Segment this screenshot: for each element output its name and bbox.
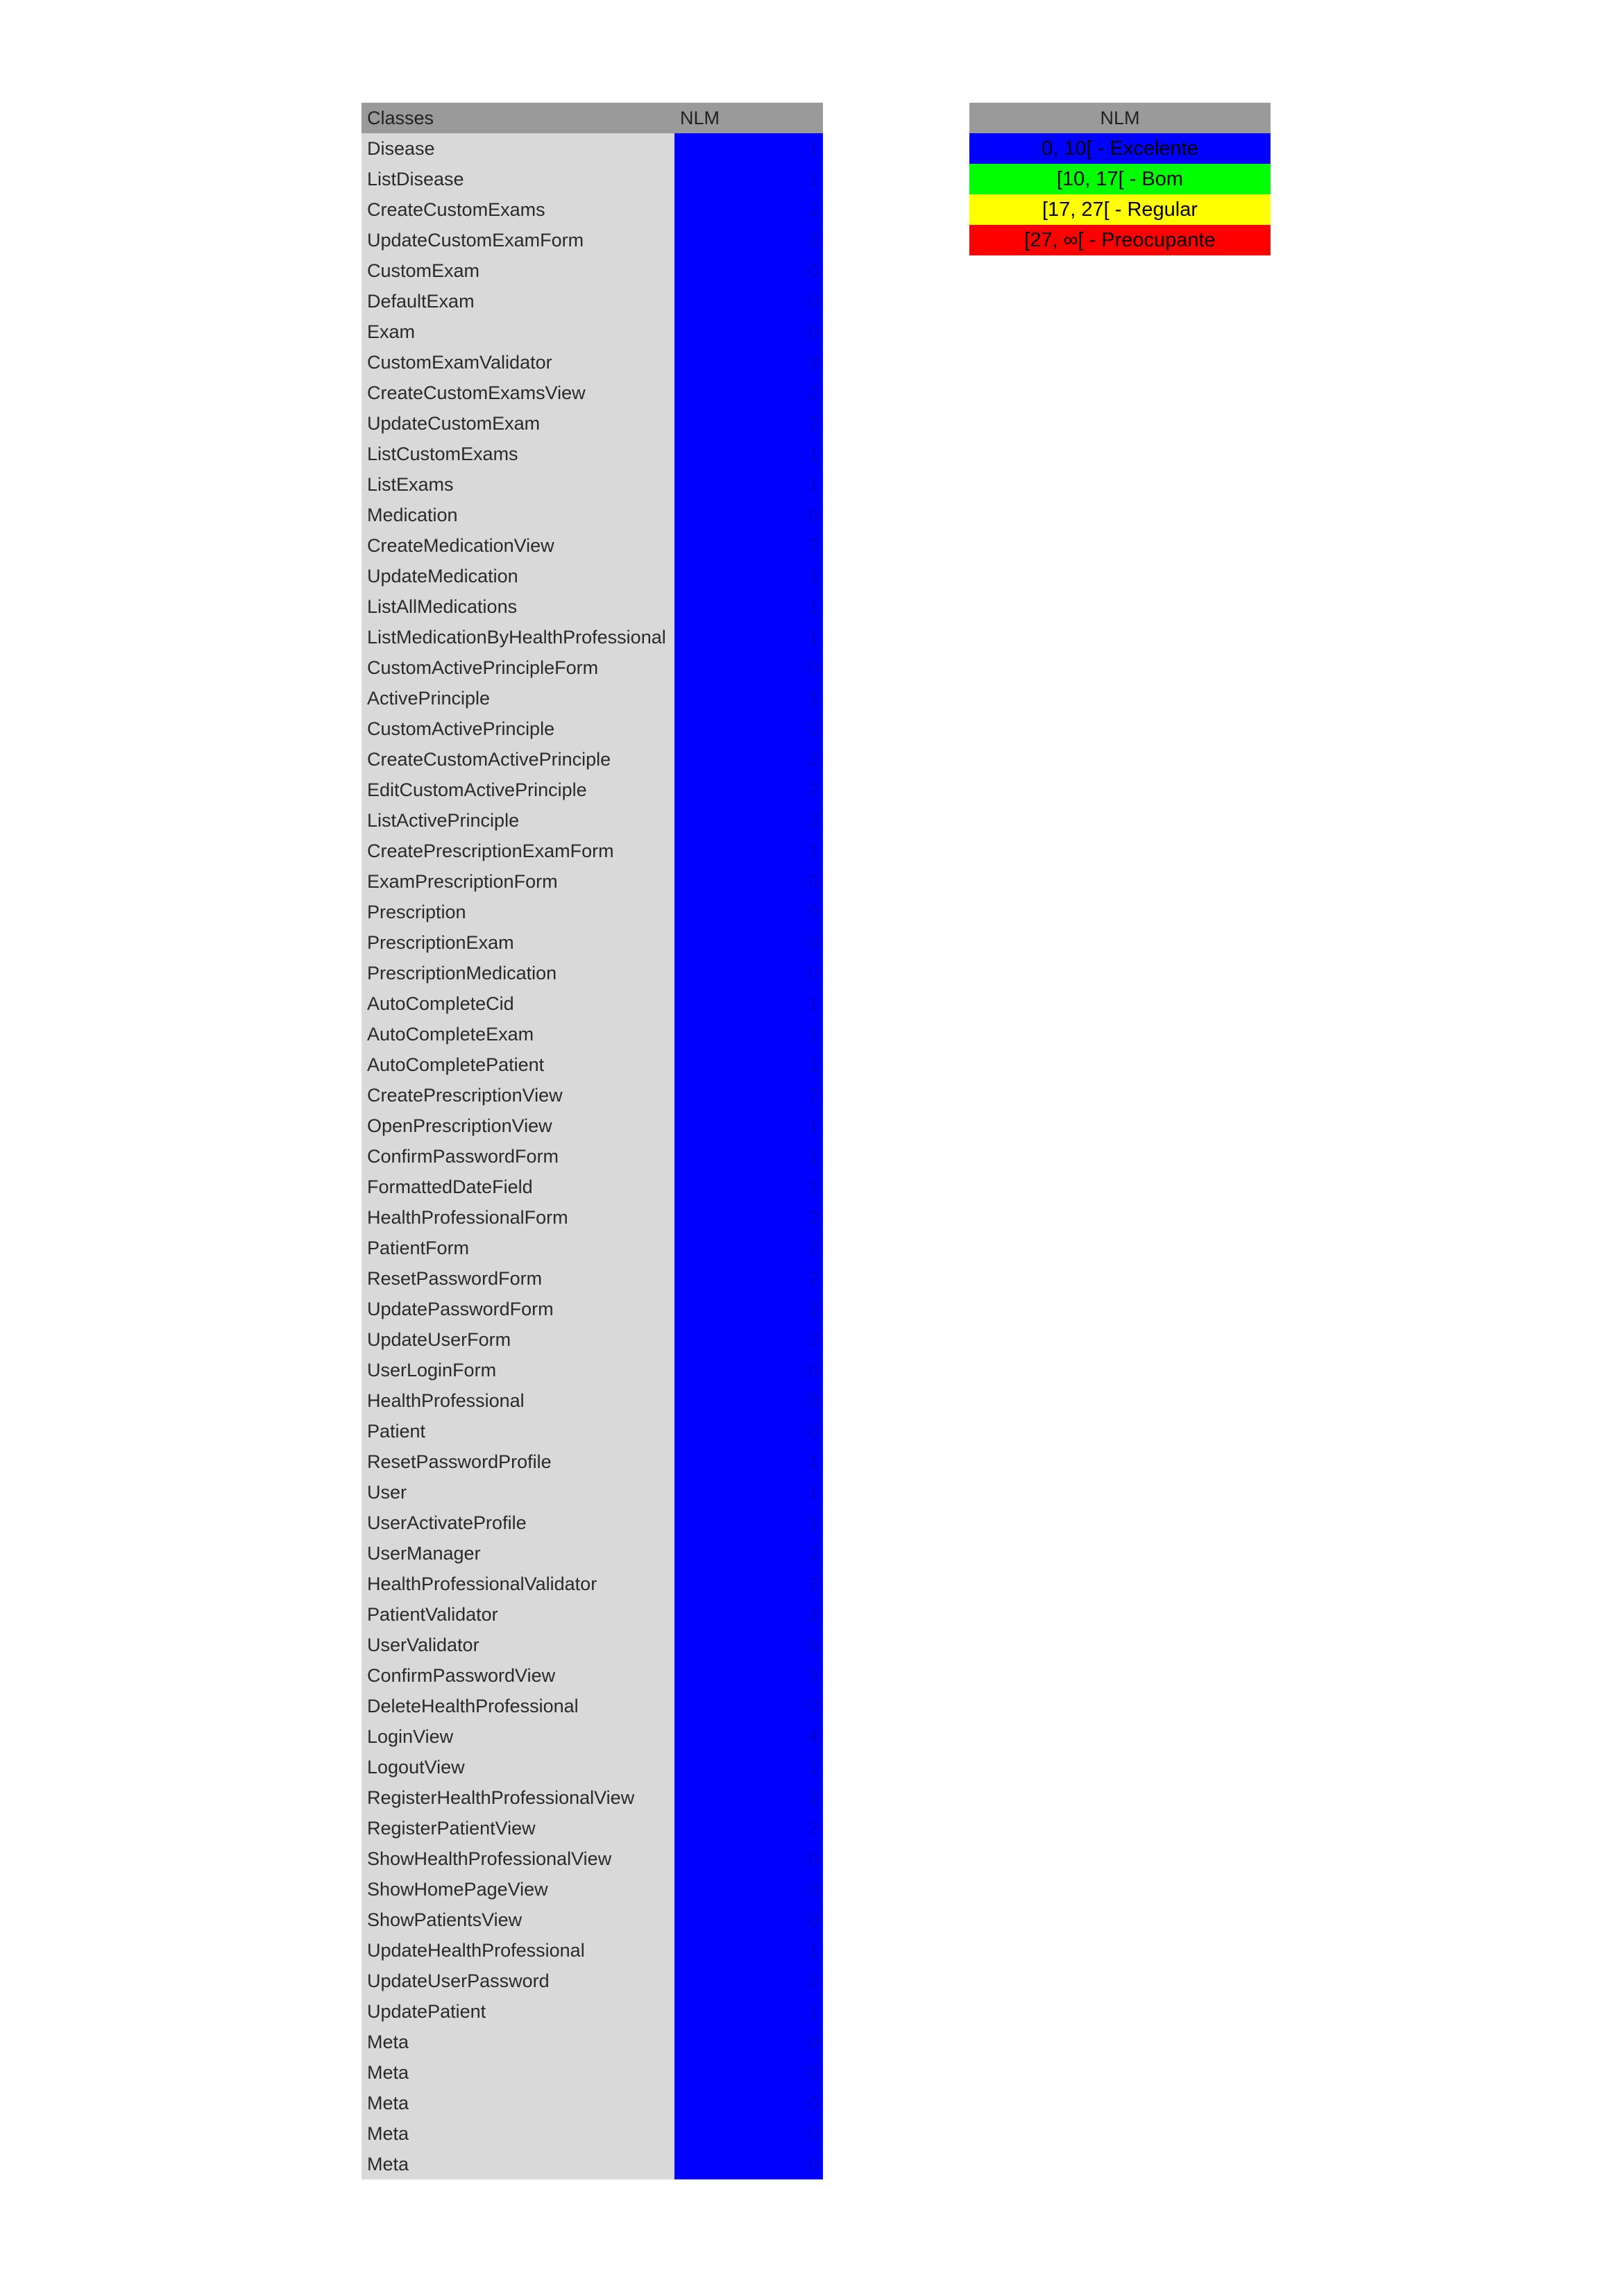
class-name-cell: CreateCustomExamsView bbox=[362, 378, 674, 408]
class-name-cell: Patient bbox=[362, 1416, 674, 1446]
class-name-cell: UpdateCustomExamForm bbox=[362, 225, 674, 255]
nlm-value-cell: 1 bbox=[674, 1111, 823, 1141]
class-name-cell: Meta bbox=[362, 2088, 674, 2118]
class-name-cell: AutoCompletePatient bbox=[362, 1049, 674, 1080]
nlm-value-cell: 1 bbox=[674, 683, 823, 714]
table-row bbox=[362, 2118, 823, 2149]
legend-row bbox=[969, 225, 1271, 255]
class-name-cell: Meta bbox=[362, 2118, 674, 2149]
table-row bbox=[362, 927, 823, 958]
table-row bbox=[362, 1538, 823, 1569]
class-name-cell: PrescriptionExam bbox=[362, 927, 674, 958]
table-row bbox=[362, 683, 823, 714]
class-name-cell: ShowHealthProfessionalView bbox=[362, 1843, 674, 1874]
table-header-row bbox=[362, 103, 823, 133]
table-row bbox=[362, 988, 823, 1019]
table-row bbox=[362, 622, 823, 652]
class-name-cell: ListActivePrinciple bbox=[362, 805, 674, 836]
table-row bbox=[362, 316, 823, 347]
class-name-cell: UpdateUserForm bbox=[362, 1324, 674, 1355]
class-name-cell: DefaultExam bbox=[362, 286, 674, 316]
nlm-value-cell: 0 bbox=[674, 866, 823, 897]
table-row bbox=[362, 1446, 823, 1477]
class-name-cell: CustomExamValidator bbox=[362, 347, 674, 378]
nlm-value-cell: 2 bbox=[674, 1782, 823, 1813]
nlm-value-cell: 2 bbox=[674, 194, 823, 225]
table-row bbox=[362, 1905, 823, 1935]
class-name-cell: ShowPatientsView bbox=[362, 1905, 674, 1935]
nlm-value-cell: 0 bbox=[674, 316, 823, 347]
nlm-value-cell: 2 bbox=[674, 408, 823, 439]
class-name-cell: RegisterHealthProfessionalView bbox=[362, 1782, 674, 1813]
nlm-value-cell: 2 bbox=[674, 1080, 823, 1111]
class-name-cell: UpdateMedication bbox=[362, 561, 674, 591]
table-row bbox=[362, 1080, 823, 1111]
table-row bbox=[362, 347, 823, 378]
nlm-value-cell: 6 bbox=[674, 1630, 823, 1660]
nlm-value-cell: 1 bbox=[674, 1172, 823, 1202]
table-row bbox=[362, 805, 823, 836]
table-row bbox=[362, 1233, 823, 1263]
class-name-cell: RegisterPatientView bbox=[362, 1813, 674, 1843]
nlm-value-cell: 0 bbox=[674, 2149, 823, 2179]
nlm-value-cell: 0 bbox=[674, 1691, 823, 1721]
nlm-value-cell: 0 bbox=[674, 927, 823, 958]
class-name-cell: Exam bbox=[362, 316, 674, 347]
table-row bbox=[362, 591, 823, 622]
table-row bbox=[362, 1019, 823, 1049]
nlm-value-cell: 2 bbox=[674, 744, 823, 775]
nlm-value-cell: 0 bbox=[674, 2088, 823, 2118]
table-row bbox=[362, 1874, 823, 1905]
table-row bbox=[362, 1996, 823, 2027]
legend-item: 0, 10[ - Excelente bbox=[969, 133, 1271, 164]
nlm-value-cell: 5 bbox=[674, 1660, 823, 1691]
nlm-value-cell: 1 bbox=[674, 1752, 823, 1782]
class-name-cell: ListAllMedications bbox=[362, 591, 674, 622]
nlm-value-cell: 1 bbox=[674, 988, 823, 1019]
class-name-cell: CustomActivePrinciple bbox=[362, 714, 674, 744]
table-body bbox=[362, 133, 823, 2179]
class-name-cell: UserLoginForm bbox=[362, 1355, 674, 1385]
legend-row bbox=[969, 194, 1271, 225]
class-name-cell: UpdatePatient bbox=[362, 1996, 674, 2027]
class-name-cell: ListDisease bbox=[362, 164, 674, 194]
nlm-value-cell: 1 bbox=[674, 591, 823, 622]
legend-row bbox=[969, 133, 1271, 164]
table-row bbox=[362, 286, 823, 316]
nlm-value-cell: 1 bbox=[674, 1019, 823, 1049]
class-name-cell: UserManager bbox=[362, 1538, 674, 1569]
nlm-value-cell: 2 bbox=[674, 1966, 823, 1996]
table-row bbox=[362, 530, 823, 561]
table-row bbox=[362, 1049, 823, 1080]
class-name-cell: ConfirmPasswordView bbox=[362, 1660, 674, 1691]
class-name-cell: Meta bbox=[362, 2149, 674, 2179]
nlm-value-cell: 0 bbox=[674, 958, 823, 988]
nlm-value-cell: 2 bbox=[674, 805, 823, 836]
table-row bbox=[362, 1721, 823, 1752]
legend-header-row bbox=[969, 103, 1271, 133]
table-row bbox=[362, 958, 823, 988]
class-name-cell: EditCustomActivePrinciple bbox=[362, 775, 674, 805]
nlm-value-cell: 2 bbox=[674, 1569, 823, 1599]
table-row bbox=[362, 2057, 823, 2088]
table-row bbox=[362, 1172, 823, 1202]
class-name-cell: PatientValidator bbox=[362, 1599, 674, 1630]
class-name-cell: HealthProfessionalForm bbox=[362, 1202, 674, 1233]
class-name-cell: Prescription bbox=[362, 897, 674, 927]
class-name-cell: DeleteHealthProfessional bbox=[362, 1691, 674, 1721]
nlm-value-cell: 1 bbox=[674, 1508, 823, 1538]
table-row bbox=[362, 439, 823, 469]
table-row bbox=[362, 1263, 823, 1294]
class-name-cell: ExamPrescriptionForm bbox=[362, 866, 674, 897]
table-row bbox=[362, 1202, 823, 1233]
class-name-cell: PatientForm bbox=[362, 1233, 674, 1263]
class-name-cell: Meta bbox=[362, 2027, 674, 2057]
table-row bbox=[362, 775, 823, 805]
table-row bbox=[362, 500, 823, 530]
nlm-value-cell: 1 bbox=[674, 836, 823, 866]
table-row bbox=[362, 652, 823, 683]
table-row bbox=[362, 1966, 823, 1996]
table-row bbox=[362, 225, 823, 255]
nlm-value-cell: 1 bbox=[674, 1141, 823, 1172]
nlm-value-cell: 2 bbox=[674, 1813, 823, 1843]
table-row bbox=[362, 1385, 823, 1416]
legend-row bbox=[969, 164, 1271, 194]
table-row bbox=[362, 2027, 823, 2057]
nlm-value-cell: 0 bbox=[674, 1874, 823, 1905]
nlm-value-cell: 0 bbox=[674, 255, 823, 286]
legend-item: [27, ∞[ - Preocupante bbox=[969, 225, 1271, 255]
class-name-cell: ConfirmPasswordForm bbox=[362, 1141, 674, 1172]
table-row bbox=[362, 1935, 823, 1966]
table-row bbox=[362, 1294, 823, 1324]
nlm-value-cell: 0 bbox=[674, 2118, 823, 2149]
table-row bbox=[362, 1141, 823, 1172]
nlm-value-cell: 2 bbox=[674, 1233, 823, 1263]
class-name-cell: HealthProfessional bbox=[362, 1385, 674, 1416]
class-name-cell: CreatePrescriptionExamForm bbox=[362, 836, 674, 866]
metrics-table bbox=[362, 103, 823, 2179]
class-name-cell: Medication bbox=[362, 500, 674, 530]
nlm-value-cell: 0 bbox=[674, 2057, 823, 2088]
nlm-value-cell: 1 bbox=[674, 164, 823, 194]
table-row bbox=[362, 2088, 823, 2118]
nlm-value-cell: 0 bbox=[674, 1385, 823, 1416]
class-name-cell: AutoCompleteExam bbox=[362, 1019, 674, 1049]
class-name-cell: LogoutView bbox=[362, 1752, 674, 1782]
class-name-cell: CreateCustomExams bbox=[362, 194, 674, 225]
table-row bbox=[362, 714, 823, 744]
class-name-cell: UpdateHealthProfessional bbox=[362, 1935, 674, 1966]
class-name-cell: OpenPrescriptionView bbox=[362, 1111, 674, 1141]
class-name-cell: User bbox=[362, 1477, 674, 1508]
table-row bbox=[362, 1630, 823, 1660]
table-row bbox=[362, 1477, 823, 1508]
table-row bbox=[362, 836, 823, 866]
table-row bbox=[362, 1416, 823, 1446]
table-row bbox=[362, 1752, 823, 1782]
class-name-cell: CreatePrescriptionView bbox=[362, 1080, 674, 1111]
nlm-value-cell: 2 bbox=[674, 530, 823, 561]
nlm-legend-table bbox=[969, 103, 1271, 255]
nlm-value-cell: 0 bbox=[674, 2027, 823, 2057]
table-row bbox=[362, 1843, 823, 1874]
nlm-value-cell: 1 bbox=[674, 1477, 823, 1508]
nlm-value-cell: 4 bbox=[674, 1721, 823, 1752]
table-row bbox=[362, 194, 823, 225]
nlm-value-cell: 1 bbox=[674, 1446, 823, 1477]
nlm-value-cell: 1 bbox=[674, 622, 823, 652]
class-name-cell: UserValidator bbox=[362, 1630, 674, 1660]
nlm-value-cell: 0 bbox=[674, 1416, 823, 1446]
nlm-value-cell: 0 bbox=[674, 286, 823, 316]
class-name-cell: LoginView bbox=[362, 1721, 674, 1752]
column-header-nlm: NLM bbox=[674, 103, 823, 133]
legend-body bbox=[969, 133, 1271, 255]
nlm-value-cell: 0 bbox=[674, 714, 823, 744]
nlm-value-cell: 3 bbox=[674, 225, 823, 255]
class-name-cell: Disease bbox=[362, 133, 674, 164]
table-row bbox=[362, 378, 823, 408]
table-row bbox=[362, 255, 823, 286]
legend-header: NLM bbox=[969, 103, 1271, 133]
class-name-cell: ListCustomExams bbox=[362, 439, 674, 469]
class-name-cell: UpdatePasswordForm bbox=[362, 1294, 674, 1324]
class-name-cell: CreateMedicationView bbox=[362, 530, 674, 561]
table-row bbox=[362, 1782, 823, 1813]
class-name-cell: CustomExam bbox=[362, 255, 674, 286]
table-row bbox=[362, 866, 823, 897]
table-row bbox=[362, 408, 823, 439]
class-name-cell: ListExams bbox=[362, 469, 674, 500]
nlm-value-cell: 1 bbox=[674, 469, 823, 500]
class-name-cell: PrescriptionMedication bbox=[362, 958, 674, 988]
class-name-cell: UserActivateProfile bbox=[362, 1508, 674, 1538]
table-row bbox=[362, 164, 823, 194]
nlm-value-cell: 0 bbox=[674, 1355, 823, 1385]
nlm-value-cell: 1 bbox=[674, 1935, 823, 1966]
nlm-value-cell: 0 bbox=[674, 897, 823, 927]
nlm-value-cell: 2 bbox=[674, 378, 823, 408]
nlm-value-cell: 2 bbox=[674, 1538, 823, 1569]
class-name-cell: Meta bbox=[362, 2057, 674, 2088]
nlm-value-cell: 0 bbox=[674, 652, 823, 683]
nlm-value-cell: 2 bbox=[674, 1599, 823, 1630]
table-row bbox=[362, 2149, 823, 2179]
table-row bbox=[362, 1324, 823, 1355]
class-name-cell: CustomActivePrincipleForm bbox=[362, 652, 674, 683]
class-name-cell: HealthProfessionalValidator bbox=[362, 1569, 674, 1599]
class-name-cell: ResetPasswordForm bbox=[362, 1263, 674, 1294]
class-name-cell: ShowHomePageView bbox=[362, 1874, 674, 1905]
nlm-value-cell: 0 bbox=[674, 1843, 823, 1874]
nlm-value-cell: 2 bbox=[674, 775, 823, 805]
nlm-value-cell: 1 bbox=[674, 439, 823, 469]
legend-item: [17, 27[ - Regular bbox=[969, 194, 1271, 225]
class-name-cell: ListMedicationByHealthProfessional bbox=[362, 622, 674, 652]
class-name-cell: ResetPasswordProfile bbox=[362, 1446, 674, 1477]
table-row bbox=[362, 1599, 823, 1630]
class-name-cell: FormattedDateField bbox=[362, 1172, 674, 1202]
table-row bbox=[362, 1813, 823, 1843]
table-row bbox=[362, 469, 823, 500]
nlm-value-cell: 3 bbox=[674, 347, 823, 378]
nlm-value-cell: 2 bbox=[674, 1294, 823, 1324]
column-header-classes: Classes bbox=[362, 103, 674, 133]
legend-item: [10, 17[ - Bom bbox=[969, 164, 1271, 194]
nlm-value-cell: 1 bbox=[674, 133, 823, 164]
nlm-value-cell: 1 bbox=[674, 1049, 823, 1080]
nlm-value-cell: 1 bbox=[674, 1996, 823, 2027]
table-row bbox=[362, 1569, 823, 1599]
table-row bbox=[362, 133, 823, 164]
table-row bbox=[362, 744, 823, 775]
class-name-cell: AutoCompleteCid bbox=[362, 988, 674, 1019]
table-row bbox=[362, 1111, 823, 1141]
class-name-cell: ActivePrinciple bbox=[362, 683, 674, 714]
table-row bbox=[362, 1508, 823, 1538]
table-row bbox=[362, 1691, 823, 1721]
table-row bbox=[362, 1660, 823, 1691]
class-name-cell: UpdateUserPassword bbox=[362, 1966, 674, 1996]
nlm-value-cell: 3 bbox=[674, 1324, 823, 1355]
nlm-value-cell: 2 bbox=[674, 1202, 823, 1233]
nlm-value-cell: 0 bbox=[674, 500, 823, 530]
nlm-value-cell: 2 bbox=[674, 1263, 823, 1294]
class-name-cell: CreateCustomActivePrinciple bbox=[362, 744, 674, 775]
nlm-value-cell: 1 bbox=[674, 561, 823, 591]
table-row bbox=[362, 1355, 823, 1385]
table-row bbox=[362, 897, 823, 927]
nlm-value-cell: 0 bbox=[674, 1905, 823, 1935]
class-name-cell: UpdateCustomExam bbox=[362, 408, 674, 439]
table-row bbox=[362, 561, 823, 591]
